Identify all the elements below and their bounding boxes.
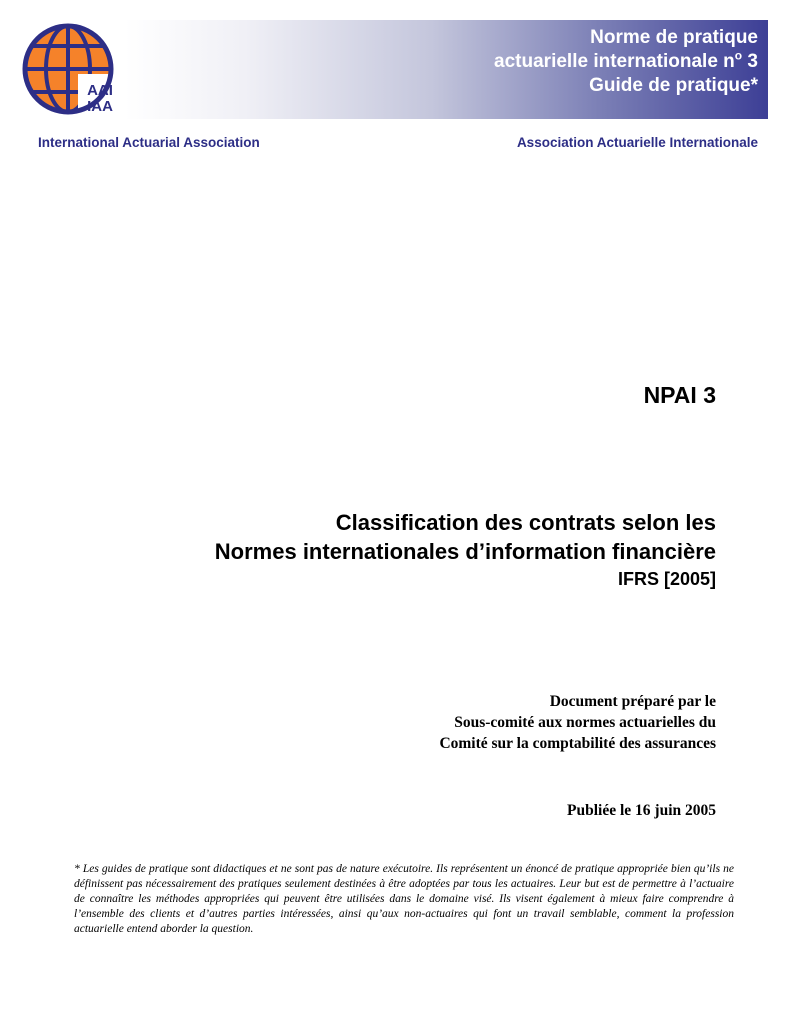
prepared-by-line3: Comité sur la comptabilité des assurances	[439, 735, 716, 752]
document-title-line1: Classification des contrats selon les	[335, 510, 716, 535]
iaa-globe-logo	[20, 20, 120, 119]
globe-logo-icon	[20, 20, 120, 119]
prepared-by	[439, 691, 716, 754]
org-name-english: International Actuarial Association	[38, 135, 260, 150]
publication-date: Publiée le 16 juin 2005	[567, 802, 716, 819]
document-title-line2: Normes internationales d’information financière	[214, 539, 716, 564]
footnote: * Les guides de pratique sont didactiques et ne sont pas de nature exécutoire. Ils représentent un énoncé de pratique appropriée bien qu’ils ne définissent pas nécessairement des pratiques seulement destinées à être adoptées par tous les actuaires. Leur but est de permettre à l’actuaire de connaître les méthodes appropriées qui peuvent être utilisées dans le domaine visé. Ils visent également à mieux faire comprendre à l’ensemble des clients et d’autres parties intéressées, ainsi qu’aux non-actuaires qui font un travail semblable, comment la profession actuarielle entend aborder la question.	[74, 863, 734, 935]
banner-title-line2-sup: o	[734, 48, 743, 63]
document-title	[215, 508, 716, 592]
banner-title	[494, 26, 758, 98]
banner-title-line2	[494, 50, 758, 74]
banner-title-line1: Norme de pratique	[590, 27, 758, 48]
banner-title-line2-text: actuarielle internationale n	[494, 51, 735, 72]
prepared-by-line1: Document préparé par le	[549, 693, 716, 710]
banner-title-line3: Guide de pratique*	[589, 75, 758, 96]
banner-title-line2-number: 3	[742, 51, 758, 72]
logo-text-bottom: IAA	[87, 98, 113, 115]
logo-text-top: AAI	[87, 82, 113, 99]
standard-code: NPAI 3	[643, 382, 716, 408]
document-title-line3: IFRS [2005]	[617, 569, 716, 589]
prepared-by-line2: Sous-comité aux normes actuarielles du	[454, 714, 716, 731]
header-banner	[20, 20, 768, 119]
org-name-french: Association Actuarielle Internationale	[516, 135, 758, 150]
